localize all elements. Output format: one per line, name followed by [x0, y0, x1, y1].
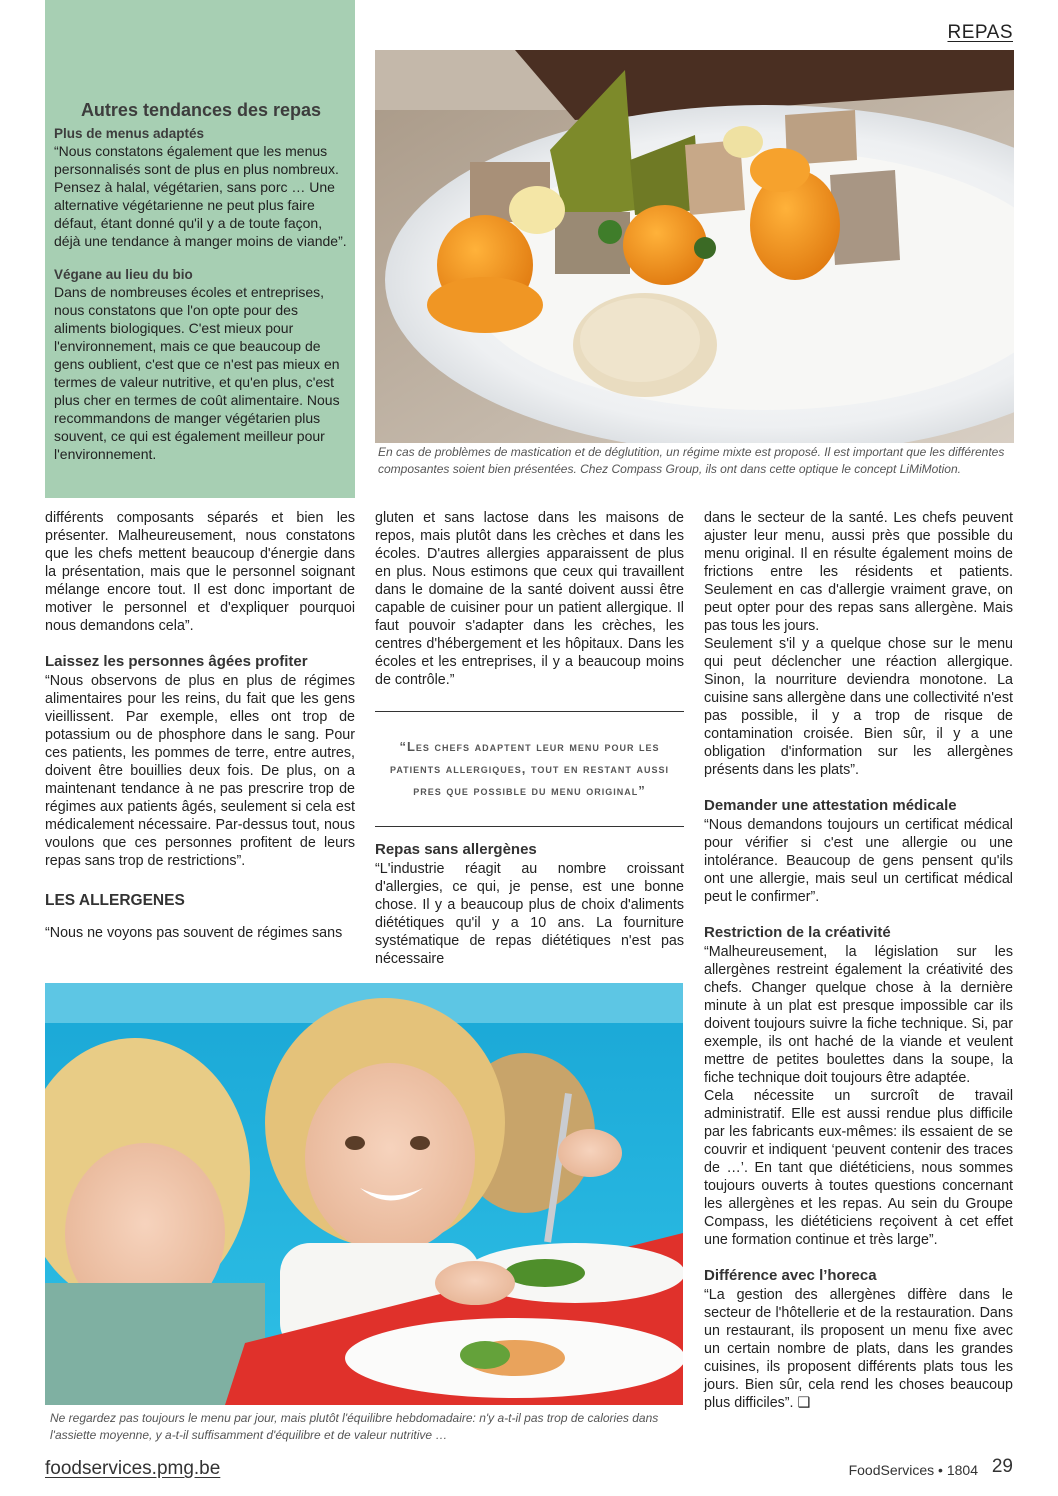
footer-website-link[interactable]: foodservices.pmg.be: [45, 1458, 221, 1479]
col3-heading-3: Différence avec l’horeca: [704, 1267, 877, 1284]
col1-heading-allergenes: LES ALLERGENES: [45, 892, 185, 909]
column-1: [45, 509, 355, 942]
col3-paragraph-2: Seulement s'il y a quelque chose sur le menu qui peut déclencher une réaction allergique. Sinon, la nourriture deviendra monotone. La cuisine sans allergène dans une collectivité n'est pas possible, il y a trop de risque de contamination croisée. Bien sûr, il y a une obligation d'information sur les allergènes présents dans les plats”.: [704, 636, 1013, 778]
food-photo-caption: En cas de problèmes de mastication et de déglutition, un régime mixte est proposé. Il est important que les différentes composantes soient bien présentées. Chez Compass Group, ils ont dans cette optique le concept LiMiMotion.: [378, 445, 1005, 476]
sidebar-box: [45, 0, 355, 498]
sidebar-heading-2: Végane au lieu du bio: [54, 267, 193, 282]
children-photo-caption: Ne regardez pas toujours le menu par jour, mais plutôt l'équilibre hebdomadaire: n'y a-t-il pas trop de calories dans l'assiette moyenne, y a-t-il suffisamment d'équilibre et de valeur nutritive …: [50, 1411, 659, 1442]
sidebar-title: Autres tendances des repas: [80, 100, 322, 120]
col3-paragraph-1: dans le secteur de la santé. Les chefs peuvent ajuster leur menu, aussi près que possible du menu original. Il en résulte également moins de frictions entre les résidents et patients. Seulement en cas d'allergie vraiment grave, on peut opter pour des repas sans allergène. Mais pas tous les jours.: [704, 510, 1013, 634]
footer-publication: FoodServices • 1804: [848, 1462, 978, 1478]
col1-paragraph-2: “Nous observons de plus en plus de régimes alimentaires pour les reins, du fait que les gens vieillissent. Par exemple, elles ont trop de potassium ou de phosphore dans le sang. Pour ces patients, les pommes de terre, entre autres, doivent être bouillies deux fois. De plus, on a maintenant tendance à ne pas prescrire trop de régimes aux patients âgés, seulement si cela est médicalement nécessaire. Par-dessus tout, nous voulons que ces personnes profitent de leurs repas sans trop de restrictions”.: [45, 673, 355, 869]
col3-paragraph-6: [704, 1286, 1013, 1412]
col1-paragraph-1: différents composants séparés et bien les présenter. Malheureusement, nous constatons que les chefs mettent beaucoup d'énergie dans la présentation, mais que le personnel soignant mélange encore tout. Il est donc important de motiver le personnel et d'expliquer pourquoi nous demandons cela”.: [45, 510, 355, 634]
col1-paragraph-3: “Nous ne voyons pas souvent de régimes sans: [45, 925, 343, 941]
col3-heading-2: Restriction de la créativité: [704, 924, 891, 941]
page-number: 29: [991, 1456, 1013, 1477]
col2-paragraph-2: “L'industrie réagit au nombre croissant d'allergies, ce qui, je pense, est une bonne chose. Il y a beaucoup plus de choix d'aliments diététiques qu'il y a 10 ans. La fourniture systématique de repas diététiques n'est pas nécessaire: [375, 861, 684, 967]
sidebar-paragraph-1: “Nous constatons également que les menus personnalisés sont de plus en plus nombreux. Pensez à halal, végétarien, sans porc … Une alternative végétarienne ne peut plus faire défaut, étant donné qu'il y a de toute façon, déjà une tendance à manger moins de viande”.: [54, 143, 347, 249]
sidebar-paragraph-2: Dans de nombreuses écoles et entreprises, nous constatons que l'on opte pour des aliments biologiques. C'est mieux pour l'environnement, mais ce que beaucoup de gens oublient, c'est que ce n'est pas mieux en termes de valeur nutritive, et qu'en plus, c'est plus cher en termes de coût alimentaire. Nous recommandons de manger végétarien plus souvent, ce qui est également meilleur pour l'environnement.: [54, 284, 340, 462]
col1-heading-1: Laissez les personnes âgées profiter: [45, 653, 308, 670]
pull-quote: “Les chefs adaptent leur menu pour les patients allergiques, tout en restant aussi pres que possible du menu original”: [389, 739, 669, 798]
col3-paragraph-4: “Malheureusement, la législation sur les allergènes restreint également la créativité des chefs. Changer quelque chose à la dernière minute à un plat est presque impossible car ils doivent toujours suivre la fiche technique. Si, par exemple, ils ont haché de la viande et veulent mettre de petites boulettes dans la soupe, la fiche technique doit toujours être adaptée.: [704, 944, 1013, 1086]
col3-paragraph-6-text: “La gestion des allergènes diffère dans le secteur de l'hôtellerie et de la restauration. Dans un restaurant, ils proposent un menu fixe avec un certain nombre de plats, dans les grandes cuisines, ils proposent différents plats tous les jours. Bien sûr, cela rend les choses beaucoup plus difficiles”.: [704, 1287, 1013, 1411]
col3-paragraph-3: “Nous demandons toujours un certificat médical pour vérifier si c'est une allergie ou une intolérance. Beaucoup de gens pensent qu'ils ont une allergie, mais seul un certificat médical peut le confirmer”.: [704, 817, 1013, 905]
section-label: REPAS: [947, 22, 1013, 43]
column-3: [704, 509, 1013, 1412]
quote-top-rule: [375, 711, 684, 712]
col2-heading-1: Repas sans allergènes: [375, 841, 537, 858]
end-mark-icon: ❑: [797, 1395, 811, 1411]
col3-heading-1: Demander une attestation médicale: [704, 797, 957, 814]
col3-paragraph-5: Cela nécessite un surcroît de travail administratif. Elle est aussi rendue plus difficile par les fabricants eux-mêmes: ils essaient de se couvrir et indiquent ‘peuvent contenir des traces de …’. En tant que diététiciens, nous sommes toujours ouverts à toutes questions concernant les allergènes et les repas. Au sein du Groupe Compass, les diététiciens reçoivent à cet effet une formation continue et très large”.: [704, 1088, 1013, 1248]
food-plate-photo: [375, 50, 1014, 443]
children-eating-photo: [45, 983, 683, 1405]
col2-paragraph-1: gluten et sans lactose dans les maisons de repos, mais plutôt dans les crèches et dans les écoles. D'autres allergies apparaissent de plus en plus. Nous estimons que ceux qui travaillent dans le domaine de la santé doivent aussi être capable de cuisiner pour un patient allergique. Il faut pouvoir s'adapter dans les crèches, les centres d'hébergement et les hôpitaux. Dans les écoles et les entreprises, il y a beaucoup moins de contrôle.”: [375, 510, 684, 688]
quote-bottom-rule: [375, 826, 684, 827]
sidebar-heading-1: Plus de menus adaptés: [54, 126, 205, 141]
column-2: [375, 509, 684, 968]
